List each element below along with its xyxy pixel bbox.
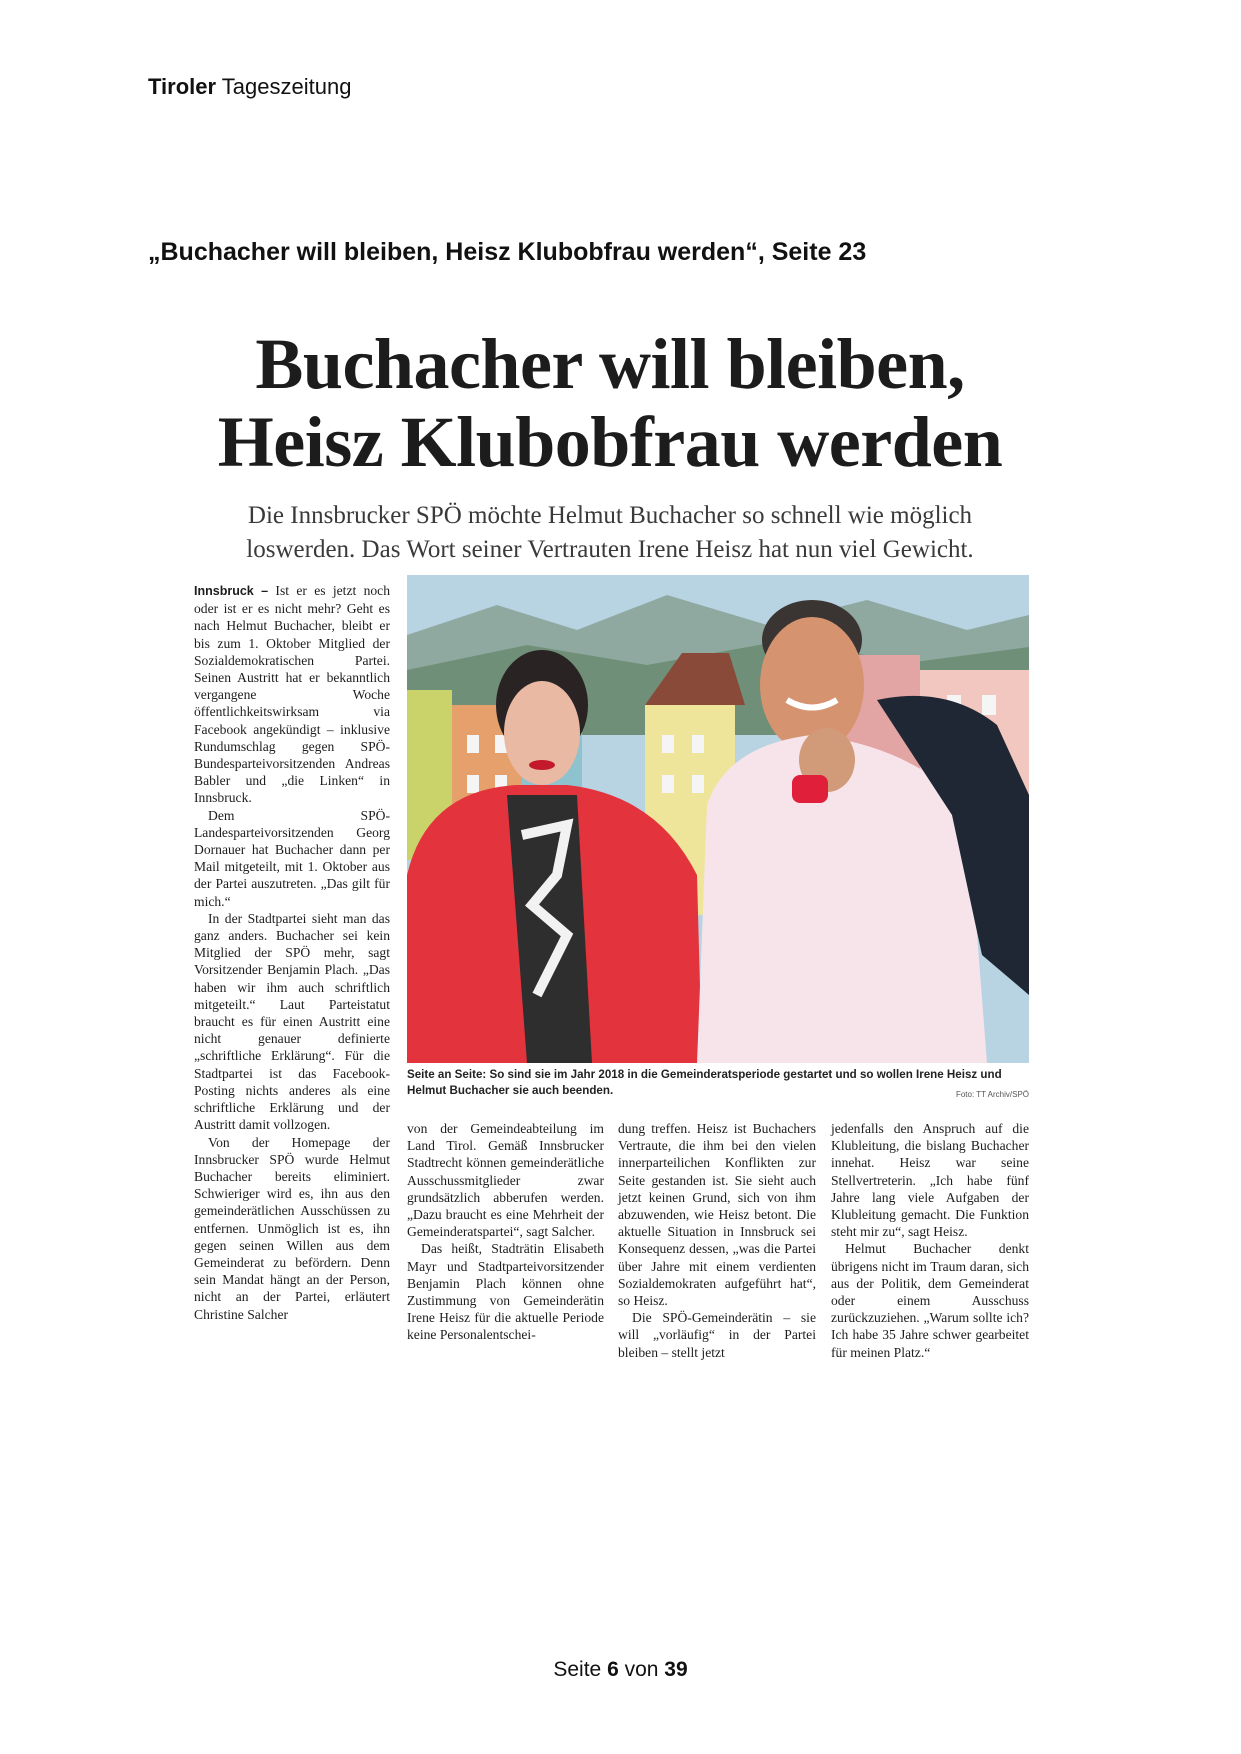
newspaper-clipping bbox=[190, 325, 1030, 1400]
publication-name bbox=[148, 74, 351, 100]
photo-credit: Foto: TT Archiv/SPÖ bbox=[955, 1090, 1029, 1099]
headline-line-1: Buchacher will bleiben, bbox=[255, 324, 965, 404]
photo-man-face bbox=[760, 617, 864, 753]
footer-middle: von bbox=[624, 1658, 659, 1681]
column-4-paragraph-1: jedenfalls den Anspruch auf die Klubleitung, die bislang Buchacher innehat. Heisz war seine Stellvertreterin. „Ich habe fünf Jahre lang viele Aufgaben der Klubleitung gemacht. Die Funktion steht mir zu“, sagt Heisz. bbox=[831, 1121, 1029, 1240]
subheadline bbox=[190, 499, 1030, 567]
article-column-2 bbox=[407, 1120, 604, 1344]
column-1-paragraph-4: Von der Homepage der Innsbrucker SPÖ wurde Helmut Buchacher bereits eliminiert. Schwieriger wird es, ihn aus den gemeinderätlichen Ausschüssen zu entfernen. Unmöglich ist es, ihn gegen seinen Willen aus dem Gemeinderat zu befördern. Denn sein Mandat hängt an der Person, nicht an der Partei, erläutert Christine Salcher bbox=[194, 1134, 390, 1322]
column-1-paragraph-1 bbox=[194, 582, 390, 807]
article-column-3 bbox=[618, 1120, 816, 1361]
article-column-4 bbox=[831, 1120, 1029, 1361]
column-2-paragraph-1: von der Gemeindeabteilung im Land Tirol. Gemäß Innsbrucker Stadtrecht können gemeinderätliche Ausschussmitglieder zwar grundsätzlich abberufen werden. „Dazu braucht es eine Mehrheit der Gemeinderatspartei“, sagt Salcher. bbox=[407, 1121, 604, 1240]
page-footer bbox=[0, 1658, 1241, 1682]
photo-woman-lips bbox=[529, 760, 555, 770]
column-3-paragraph-2: Die SPÖ-Gemeinderätin – sie will „vorläufig“ in der Partei bleiben – stellt jetzt bbox=[618, 1310, 816, 1360]
column-2-paragraph-2: Das heißt, Stadträtin Elisabeth Mayr und Stadtparteivorsitzender Benjamin Plach können ohne Zustimmung von Gemeinderätin Irene Heisz für die aktuelle Periode keine Personalentschei- bbox=[407, 1241, 604, 1343]
column-4-paragraph-2: Helmut Buchacher denkt übrigens nicht im Traum daran, sich aus der Politik, dem Gemeinderat oder einem Ausschuss zurückzuziehen. „Warum sollte ich? Ich habe 35 Jahre schwer gearbeitet für meinen Platz.“ bbox=[831, 1241, 1029, 1360]
photo-man-watch bbox=[792, 775, 828, 803]
headline-line-2: Heisz Klubobfrau werden bbox=[217, 402, 1003, 482]
footer-total-pages: 39 bbox=[664, 1658, 688, 1681]
publication-name-rest: Tageszeitung bbox=[221, 74, 352, 99]
column-1-paragraph-2: Dem SPÖ-Landesparteivorsitzenden Georg Dornauer hat Buchacher dann per Mail mitgeteilt, mit 1. Oktober aus der Partei auszutreten. „Das gilt für mich.“ bbox=[194, 807, 390, 909]
column-1-paragraph-3: In der Stadtpartei sieht man das ganz anders. Buchacher sei kein Mitglied der SPÖ mehr, sagt Vorsitzender Benjamin Plach. „Das haben wir ihm auch schriftlich mitgeteilt.“ Laut Parteistatut braucht es für einen Austritt eine nicht genauer definierte „schriftliche Erklärung“. Für die Stadtpartei ist das Facebook-Posting nichts anderes als eine schriftliche Erklärung und der Austritt damit vollzogen. bbox=[194, 910, 390, 1133]
photo-caption: Seite an Seite: So sind sie im Jahr 2018 in die Gemeinderatsperiode gestartet und so wollen Irene Heisz und Helmut Buchacher sie auch beenden. bbox=[407, 1068, 1002, 1097]
dateline: Innsbruck – bbox=[194, 584, 269, 598]
footer-page-number: 6 bbox=[607, 1658, 619, 1681]
article-photo bbox=[407, 575, 1029, 1063]
photo-illustration bbox=[407, 575, 1029, 1063]
publication-name-bold: Tiroler bbox=[148, 74, 217, 99]
column-3-paragraph-1: dung treffen. Heisz ist Buchachers Vertraute, die ihm bei den vielen innerparteilichen Konflikten zur Seite gestanden ist. Sie sieht auch jetzt keinen Grund, sich von ihm abzuwenden, wie Heisz betont. Die aktuelle Situation in Innsbruck sei Konsequenz dessen, „was die Partei über Jahre mit einem verdienten Sozialdemokraten aufgeführt hat“, so Heisz. bbox=[618, 1121, 816, 1309]
footer-prefix: Seite bbox=[553, 1658, 602, 1681]
subheadline-line-2: loswerden. Das Wort seiner Vertrauten Irene Heisz hat nun viel Gewicht. bbox=[246, 536, 974, 563]
article-reference: „Buchacher will bleiben, Heisz Klubobfrau werden“, Seite 23 bbox=[148, 238, 867, 266]
column-1-paragraph-1-text: Ist er es jetzt noch oder ist er es nicht mehr? Geht es nach Helmut Buchacher, bleibt er bis zum 1. Oktober Mitglied der Sozialdemokratischen Partei. Seinen Austritt hat er bekanntlich vergangene Woche öffentlichkeitswirksam via Facebook angekündigt – inklusive Rundumschlag gegen SPÖ-Bundesparteivorsitzenden Andreas Babler und „die Linken“ in Innsbruck. bbox=[194, 583, 390, 806]
article-column-1 bbox=[194, 582, 390, 1323]
headline bbox=[190, 325, 1030, 481]
subheadline-line-1: Die Innsbrucker SPÖ möchte Helmut Buchacher so schnell wie möglich bbox=[247, 502, 973, 529]
